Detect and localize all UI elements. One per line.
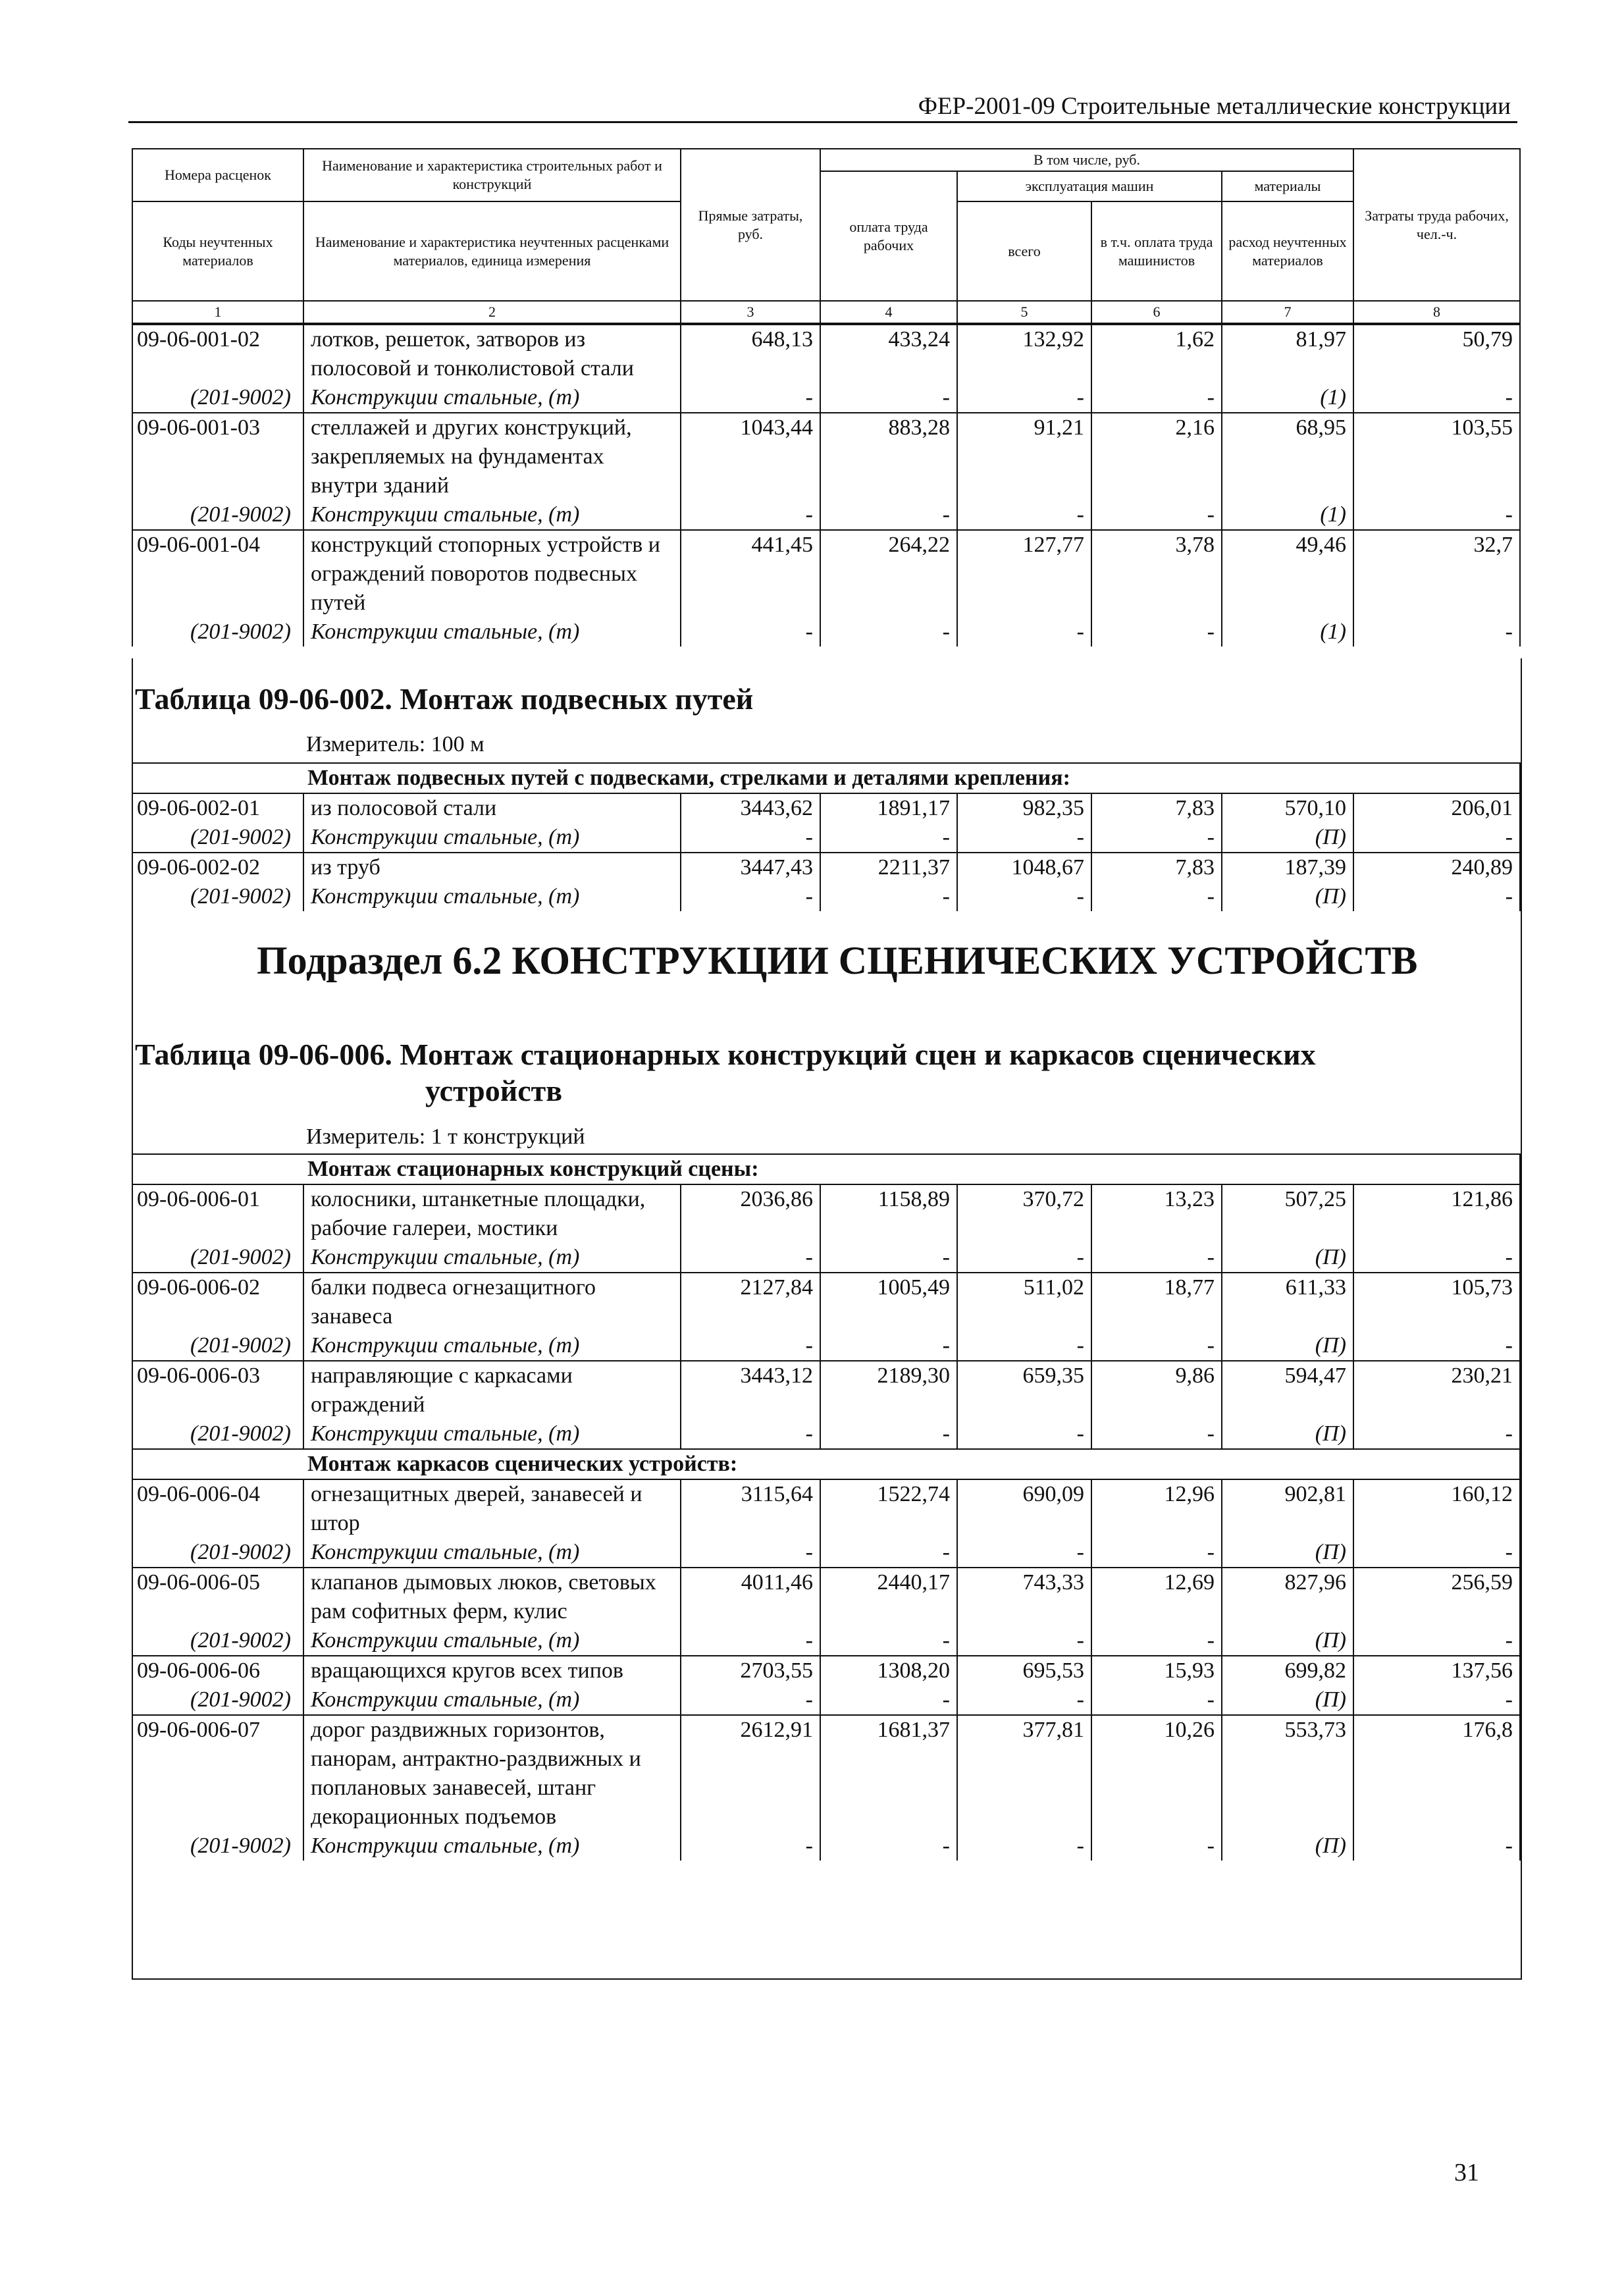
material-value: - <box>1091 1832 1222 1861</box>
measure-002: Измеритель: 100 м <box>306 732 485 756</box>
value-cell: 2036,86 <box>681 1184 820 1243</box>
value-cell: 230,21 <box>1353 1361 1520 1419</box>
material-value: - <box>681 1243 820 1273</box>
value-cell: 3443,12 <box>681 1361 820 1419</box>
work-name: вращающихся кругов всех типов <box>303 1656 681 1685</box>
value-cell: 553,73 <box>1222 1715 1353 1832</box>
value-cell: 13,23 <box>1091 1184 1222 1243</box>
value-cell: 187,39 <box>1222 853 1353 882</box>
value-cell: 176,8 <box>1353 1715 1520 1832</box>
material-value: - <box>681 823 820 853</box>
value-cell: 1308,20 <box>820 1656 957 1685</box>
material-value: - <box>820 882 957 911</box>
subheading-002: Монтаж подвесных путей с подвесками, стрелками и деталями крепления: <box>303 763 1520 793</box>
material-value: (П) <box>1222 1538 1353 1568</box>
material-value: - <box>681 1685 820 1715</box>
rate-code: 09-06-001-04 <box>132 530 303 618</box>
material-value: (П) <box>1222 1626 1353 1656</box>
material-value: - <box>957 383 1091 413</box>
material-value: - <box>1091 1685 1222 1715</box>
value-cell: 3,78 <box>1091 530 1222 618</box>
material-value: - <box>820 1538 957 1568</box>
material-value: - <box>1353 1419 1520 1449</box>
value-cell: 81,97 <box>1222 325 1353 383</box>
col-head-1-top: Номера расценок <box>132 149 303 201</box>
value-cell: 2703,55 <box>681 1656 820 1685</box>
value-cell: 2189,30 <box>820 1361 957 1419</box>
col-head-4: оплата труда рабочих <box>820 171 957 301</box>
material-value: - <box>681 500 820 530</box>
value-cell: 264,22 <box>820 530 957 618</box>
material-value: - <box>1353 1685 1520 1715</box>
value-cell: 507,25 <box>1222 1184 1353 1243</box>
material-value: - <box>957 1626 1091 1656</box>
material-value: - <box>1091 618 1222 647</box>
value-cell: 3447,43 <box>681 853 820 882</box>
material-row <box>132 1243 1520 1273</box>
material-value: - <box>820 500 957 530</box>
table-row <box>132 1715 1520 1832</box>
material-value: - <box>957 500 1091 530</box>
subheading: Монтаж стационарных конструкций сцены: <box>303 1154 1520 1184</box>
value-cell: 570,10 <box>1222 793 1353 823</box>
value-cell: 12,96 <box>1091 1479 1222 1538</box>
material-value: - <box>820 1626 957 1656</box>
material-value: - <box>957 882 1091 911</box>
value-cell: 32,7 <box>1353 530 1520 618</box>
material-value: (П) <box>1222 1832 1353 1861</box>
table-title-006-line1: Таблица 09-06-006. Монтаж стационарных конструкций сцен и каркасов сценических <box>135 1038 1316 1071</box>
work-name: из полосовой стали <box>303 793 681 823</box>
value-cell: 7,83 <box>1091 793 1222 823</box>
material-code: (201-9002) <box>132 618 303 647</box>
material-row <box>132 823 1520 853</box>
col-num: 2 <box>303 301 681 323</box>
material-code: (201-9002) <box>132 1331 303 1361</box>
measure-006: Измеритель: 1 т конструкций <box>306 1124 585 1149</box>
value-cell: 9,86 <box>1091 1361 1222 1419</box>
page-number: 31 <box>1454 2159 1479 2186</box>
rate-code: 09-06-006-01 <box>132 1184 303 1243</box>
column-header-table <box>132 148 1521 324</box>
material-name: Конструкции стальные, (т) <box>303 1419 681 1449</box>
material-name: Конструкции стальные, (т) <box>303 1538 681 1568</box>
section-title: Подраздел 6.2 КОНСТРУКЦИИ СЦЕНИЧЕСКИХ УСТРОЙСТВ <box>257 939 1418 982</box>
value-cell: 1522,74 <box>820 1479 957 1538</box>
rate-code: 09-06-002-02 <box>132 853 303 882</box>
rate-code: 09-06-006-06 <box>132 1656 303 1685</box>
material-value: - <box>957 618 1091 647</box>
value-cell: 50,79 <box>1353 325 1520 383</box>
material-row <box>132 1626 1520 1656</box>
material-name: Конструкции стальные, (т) <box>303 823 681 853</box>
material-row <box>132 1538 1520 1568</box>
table-row <box>132 325 1520 383</box>
value-cell: 1,62 <box>1091 325 1222 383</box>
material-value: - <box>1353 882 1520 911</box>
value-cell: 105,73 <box>1353 1273 1520 1331</box>
value-cell: 883,28 <box>820 413 957 500</box>
value-cell: 18,77 <box>1091 1273 1222 1331</box>
material-value: - <box>820 383 957 413</box>
value-cell: 103,55 <box>1353 413 1520 500</box>
col-head-2-top: Наименование и характеристика строительных работ и конструкций <box>303 149 681 201</box>
value-cell: 370,72 <box>957 1184 1091 1243</box>
material-value: - <box>681 882 820 911</box>
col-materials-head: материалы <box>1222 171 1353 201</box>
material-value: - <box>681 1626 820 1656</box>
value-cell: 10,26 <box>1091 1715 1222 1832</box>
value-cell: 511,02 <box>957 1273 1091 1331</box>
material-value: - <box>820 1832 957 1861</box>
material-value: - <box>1091 823 1222 853</box>
material-value: - <box>820 1419 957 1449</box>
material-code: (201-9002) <box>132 383 303 413</box>
material-value: - <box>820 1685 957 1715</box>
value-cell: 2211,37 <box>820 853 957 882</box>
rate-code: 09-06-006-07 <box>132 1715 303 1832</box>
page-header <box>128 92 1517 123</box>
value-cell: 699,82 <box>1222 1656 1353 1685</box>
material-value: - <box>1353 618 1520 647</box>
rate-code: 09-06-006-04 <box>132 1479 303 1538</box>
col-num: 8 <box>1353 301 1520 323</box>
col-head-2-bottom: Наименование и характеристика неучтенных расценками материалов, единица измерения <box>303 201 681 301</box>
value-cell: 3115,64 <box>681 1479 820 1538</box>
material-value: (1) <box>1222 500 1353 530</box>
material-name: Конструкции стальные, (т) <box>303 383 681 413</box>
rate-code: 09-06-006-05 <box>132 1568 303 1626</box>
value-cell: 611,33 <box>1222 1273 1353 1331</box>
table-row <box>132 530 1520 618</box>
col-num: 7 <box>1222 301 1353 323</box>
value-cell: 2127,84 <box>681 1273 820 1331</box>
material-value: - <box>1091 383 1222 413</box>
material-value: - <box>957 1331 1091 1361</box>
material-code: (201-9002) <box>132 500 303 530</box>
value-cell: 690,09 <box>957 1479 1091 1538</box>
material-name: Конструкции стальные, (т) <box>303 500 681 530</box>
rate-code: 09-06-001-03 <box>132 413 303 500</box>
value-cell: 256,59 <box>1353 1568 1520 1626</box>
value-cell: 4011,46 <box>681 1568 820 1626</box>
table-header-block <box>132 148 1519 647</box>
material-value: (П) <box>1222 1331 1353 1361</box>
material-value: (П) <box>1222 1685 1353 1715</box>
material-value: - <box>957 823 1091 853</box>
rate-code: 09-06-001-02 <box>132 325 303 383</box>
rate-code: 09-06-006-02 <box>132 1273 303 1331</box>
work-name: дорог раздвижных горизонтов, панорам, антрактно-раздвижных и поплановых занавесей, штанг декорационных подъемов <box>303 1715 681 1832</box>
material-value: - <box>1353 823 1520 853</box>
material-value: - <box>1353 1243 1520 1273</box>
value-cell: 2440,17 <box>820 1568 957 1626</box>
material-value: (П) <box>1222 1419 1353 1449</box>
material-value: - <box>1353 1832 1520 1861</box>
material-value: - <box>957 1419 1091 1449</box>
col-head-1-bottom: Коды неучтенных материалов <box>132 201 303 301</box>
value-cell: 659,35 <box>957 1361 1091 1419</box>
value-cell: 3443,62 <box>681 793 820 823</box>
value-cell: 1158,89 <box>820 1184 957 1243</box>
material-row <box>132 882 1520 911</box>
material-name: Конструкции стальные, (т) <box>303 1626 681 1656</box>
value-cell: 377,81 <box>957 1715 1091 1832</box>
value-cell: 1043,44 <box>681 413 820 500</box>
material-code: (201-9002) <box>132 1685 303 1715</box>
rates-table-006 <box>132 1153 1521 1861</box>
value-cell: 902,81 <box>1222 1479 1353 1538</box>
table-006-block <box>132 1153 1519 1861</box>
value-cell: 121,86 <box>1353 1184 1520 1243</box>
subheading: Монтаж каркасов сценических устройств: <box>303 1449 1520 1479</box>
table-row <box>132 1184 1520 1243</box>
work-name: из труб <box>303 853 681 882</box>
value-cell: 68,95 <box>1222 413 1353 500</box>
work-name: балки подвеса огнезащитного занавеса <box>303 1273 681 1331</box>
col-num: 6 <box>1091 301 1222 323</box>
material-value: (П) <box>1222 882 1353 911</box>
value-cell: 594,47 <box>1222 1361 1353 1419</box>
col-group-head: В том числе, руб. <box>820 149 1353 171</box>
value-cell: 91,21 <box>957 413 1091 500</box>
material-code: (201-9002) <box>132 1832 303 1861</box>
material-row <box>132 1331 1520 1361</box>
value-cell: 1005,49 <box>820 1273 957 1331</box>
value-cell: 2,16 <box>1091 413 1222 500</box>
table-row <box>132 1479 1520 1538</box>
material-value: - <box>681 1832 820 1861</box>
work-name: стеллажей и других конструкций, закрепляемых на фундаментах внутри зданий <box>303 413 681 500</box>
col-num: 4 <box>820 301 957 323</box>
rates-table-block1 <box>132 324 1521 647</box>
material-value: (П) <box>1222 823 1353 853</box>
material-name: Конструкции стальные, (т) <box>303 1685 681 1715</box>
material-value: - <box>1353 1538 1520 1568</box>
material-row <box>132 1419 1520 1449</box>
value-cell: 982,35 <box>957 793 1091 823</box>
material-row <box>132 500 1520 530</box>
value-cell: 433,24 <box>820 325 957 383</box>
table-row <box>132 1568 1520 1626</box>
material-value: (1) <box>1222 383 1353 413</box>
table-title-002: Таблица 09-06-002. Монтаж подвесных путей <box>135 682 754 716</box>
table-row <box>132 793 1520 823</box>
material-code: (201-9002) <box>132 1538 303 1568</box>
material-value: - <box>1091 1331 1222 1361</box>
header-title: ФЕР-2001-09 Строительные металлические конструкции <box>918 93 1511 120</box>
value-cell: 7,83 <box>1091 853 1222 882</box>
table-row <box>132 853 1520 882</box>
value-cell: 695,53 <box>957 1656 1091 1685</box>
table-row <box>132 1273 1520 1331</box>
material-value: - <box>820 1243 957 1273</box>
col-num: 1 <box>132 301 303 323</box>
value-cell: 1048,67 <box>957 853 1091 882</box>
col-head-7: расход неучтенных материалов <box>1222 201 1353 301</box>
value-cell: 160,12 <box>1353 1479 1520 1538</box>
material-value: - <box>957 1243 1091 1273</box>
col-head-8: Затраты труда рабочих, чел.-ч. <box>1353 149 1520 301</box>
work-name: лотков, решеток, затворов из полосовой и тонколистовой стали <box>303 325 681 383</box>
value-cell: 1891,17 <box>820 793 957 823</box>
material-value: - <box>957 1832 1091 1861</box>
work-name: клапанов дымовых люков, световых рам софитных ферм, кулис <box>303 1568 681 1626</box>
table-002-block <box>132 762 1519 911</box>
value-cell: 2612,91 <box>681 1715 820 1832</box>
material-value: - <box>681 383 820 413</box>
col-head-3: Прямые затраты, руб. <box>681 149 820 301</box>
table-title-006-line2: устройств <box>425 1074 563 1107</box>
material-value: (1) <box>1222 618 1353 647</box>
material-value: - <box>820 618 957 647</box>
material-value: - <box>1091 1243 1222 1273</box>
material-code: (201-9002) <box>132 1626 303 1656</box>
work-name: огнезащитных дверей, занавесей и штор <box>303 1479 681 1538</box>
material-value: - <box>820 823 957 853</box>
rates-table-002 <box>132 762 1521 911</box>
material-value: - <box>820 1331 957 1361</box>
material-code: (201-9002) <box>132 1243 303 1273</box>
value-cell: 49,46 <box>1222 530 1353 618</box>
col-num: 3 <box>681 301 820 323</box>
table-row <box>132 1656 1520 1685</box>
material-row <box>132 1685 1520 1715</box>
material-value: - <box>957 1538 1091 1568</box>
material-value: - <box>1091 882 1222 911</box>
material-value: - <box>1091 1419 1222 1449</box>
value-cell: 648,13 <box>681 325 820 383</box>
table-row <box>132 413 1520 500</box>
col-head-6: в т.ч. оплата труда машинистов <box>1091 201 1222 301</box>
material-name: Конструкции стальные, (т) <box>303 618 681 647</box>
material-row <box>132 1832 1520 1861</box>
material-code: (201-9002) <box>132 1419 303 1449</box>
material-name: Конструкции стальные, (т) <box>303 882 681 911</box>
value-cell: 15,93 <box>1091 1656 1222 1685</box>
material-value: - <box>681 1538 820 1568</box>
value-cell: 12,69 <box>1091 1568 1222 1626</box>
value-cell: 127,77 <box>957 530 1091 618</box>
material-code: (201-9002) <box>132 823 303 853</box>
material-value: - <box>1353 1626 1520 1656</box>
value-cell: 1681,37 <box>820 1715 957 1832</box>
material-value: - <box>1353 1331 1520 1361</box>
material-value: - <box>1353 500 1520 530</box>
material-value: - <box>1091 1538 1222 1568</box>
value-cell: 827,96 <box>1222 1568 1353 1626</box>
material-row <box>132 618 1520 647</box>
value-cell: 743,33 <box>957 1568 1091 1626</box>
material-value: - <box>681 1419 820 1449</box>
value-cell: 137,56 <box>1353 1656 1520 1685</box>
material-value: - <box>1091 500 1222 530</box>
rate-code: 09-06-006-03 <box>132 1361 303 1419</box>
value-cell: 206,01 <box>1353 793 1520 823</box>
material-name: Конструкции стальные, (т) <box>303 1832 681 1861</box>
value-cell: 132,92 <box>957 325 1091 383</box>
work-name: конструкций стопорных устройств и ограждений поворотов подвесных путей <box>303 530 681 618</box>
material-name: Конструкции стальные, (т) <box>303 1243 681 1273</box>
work-name: направляющие с каркасами ограждений <box>303 1361 681 1419</box>
material-value: (П) <box>1222 1243 1353 1273</box>
value-cell: 240,89 <box>1353 853 1520 882</box>
material-value: - <box>1353 383 1520 413</box>
material-value: - <box>681 1331 820 1361</box>
col-machines-head: эксплуатация машин <box>957 171 1222 201</box>
col-num: 5 <box>957 301 1091 323</box>
material-row <box>132 383 1520 413</box>
work-name: колосники, штанкетные площадки, рабочие галереи, мостики <box>303 1184 681 1243</box>
rate-code: 09-06-002-01 <box>132 793 303 823</box>
value-cell: 441,45 <box>681 530 820 618</box>
table-row <box>132 1361 1520 1419</box>
material-value: - <box>957 1685 1091 1715</box>
material-name: Конструкции стальные, (т) <box>303 1331 681 1361</box>
col-head-5: всего <box>957 201 1091 301</box>
material-value: - <box>681 618 820 647</box>
material-code: (201-9002) <box>132 882 303 911</box>
material-value: - <box>1091 1626 1222 1656</box>
